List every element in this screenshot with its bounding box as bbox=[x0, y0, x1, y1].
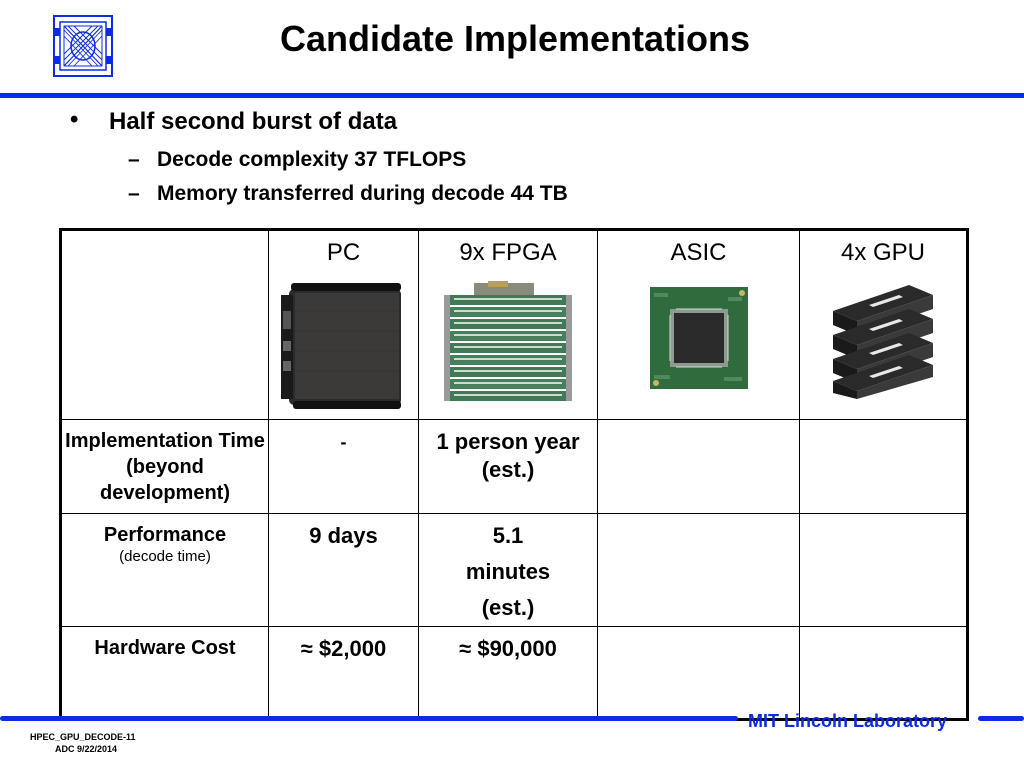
table-cell: ≈ $2,000 bbox=[269, 627, 419, 720]
column-header-gpu: 4x GPU bbox=[800, 230, 968, 420]
dash-icon: – bbox=[128, 182, 140, 205]
slide-title: Candidate Implementations bbox=[279, 18, 751, 59]
table-cell: 1 person year (est.) bbox=[419, 420, 598, 514]
table-cell: ≈ $90,000 bbox=[419, 627, 598, 720]
document-date: ADC 9/22/2014 bbox=[55, 744, 118, 754]
corner-cell bbox=[61, 230, 269, 420]
table-cell: 9 days bbox=[269, 514, 419, 627]
table-cell bbox=[598, 514, 800, 627]
table-cell bbox=[598, 627, 800, 720]
gpu-stack-image bbox=[829, 281, 937, 399]
asic-chip-image bbox=[650, 287, 748, 389]
column-header-asic: ASIC bbox=[598, 230, 800, 420]
footer-rule-left bbox=[0, 716, 738, 721]
row-label: Performance (decode time) bbox=[61, 514, 269, 627]
table-cell: - bbox=[269, 420, 419, 514]
lab-name: MIT Lincoln Laboratory bbox=[748, 711, 948, 731]
dash-icon: – bbox=[128, 148, 140, 171]
table-cell bbox=[800, 420, 968, 514]
table-cell bbox=[800, 627, 968, 720]
column-header-fpga: 9x FPGA bbox=[419, 230, 598, 420]
row-label: Hardware Cost bbox=[61, 627, 269, 720]
fpga-stack-image bbox=[444, 281, 572, 409]
table-cell bbox=[598, 420, 800, 514]
table-cell: 5.1 minutes (est.) bbox=[419, 514, 598, 627]
table-header-row bbox=[61, 230, 968, 420]
row-sublabel: (decode time) bbox=[119, 548, 211, 565]
table-cell bbox=[800, 514, 968, 627]
row-label: Implementation Time (beyond development) bbox=[61, 420, 269, 514]
comparison-table bbox=[59, 228, 969, 721]
column-header-pc: PC bbox=[269, 230, 419, 420]
header-rule bbox=[0, 93, 1024, 98]
bullet-dot-icon: • bbox=[70, 106, 79, 133]
footer-rule-right bbox=[978, 716, 1024, 721]
table-row bbox=[61, 420, 968, 514]
table-row bbox=[61, 514, 968, 627]
document-id: HPEC_GPU_DECODE-11 bbox=[30, 732, 136, 742]
mit-lincoln-logo bbox=[52, 14, 114, 78]
table-row bbox=[61, 627, 968, 720]
pc-image bbox=[281, 281, 407, 411]
